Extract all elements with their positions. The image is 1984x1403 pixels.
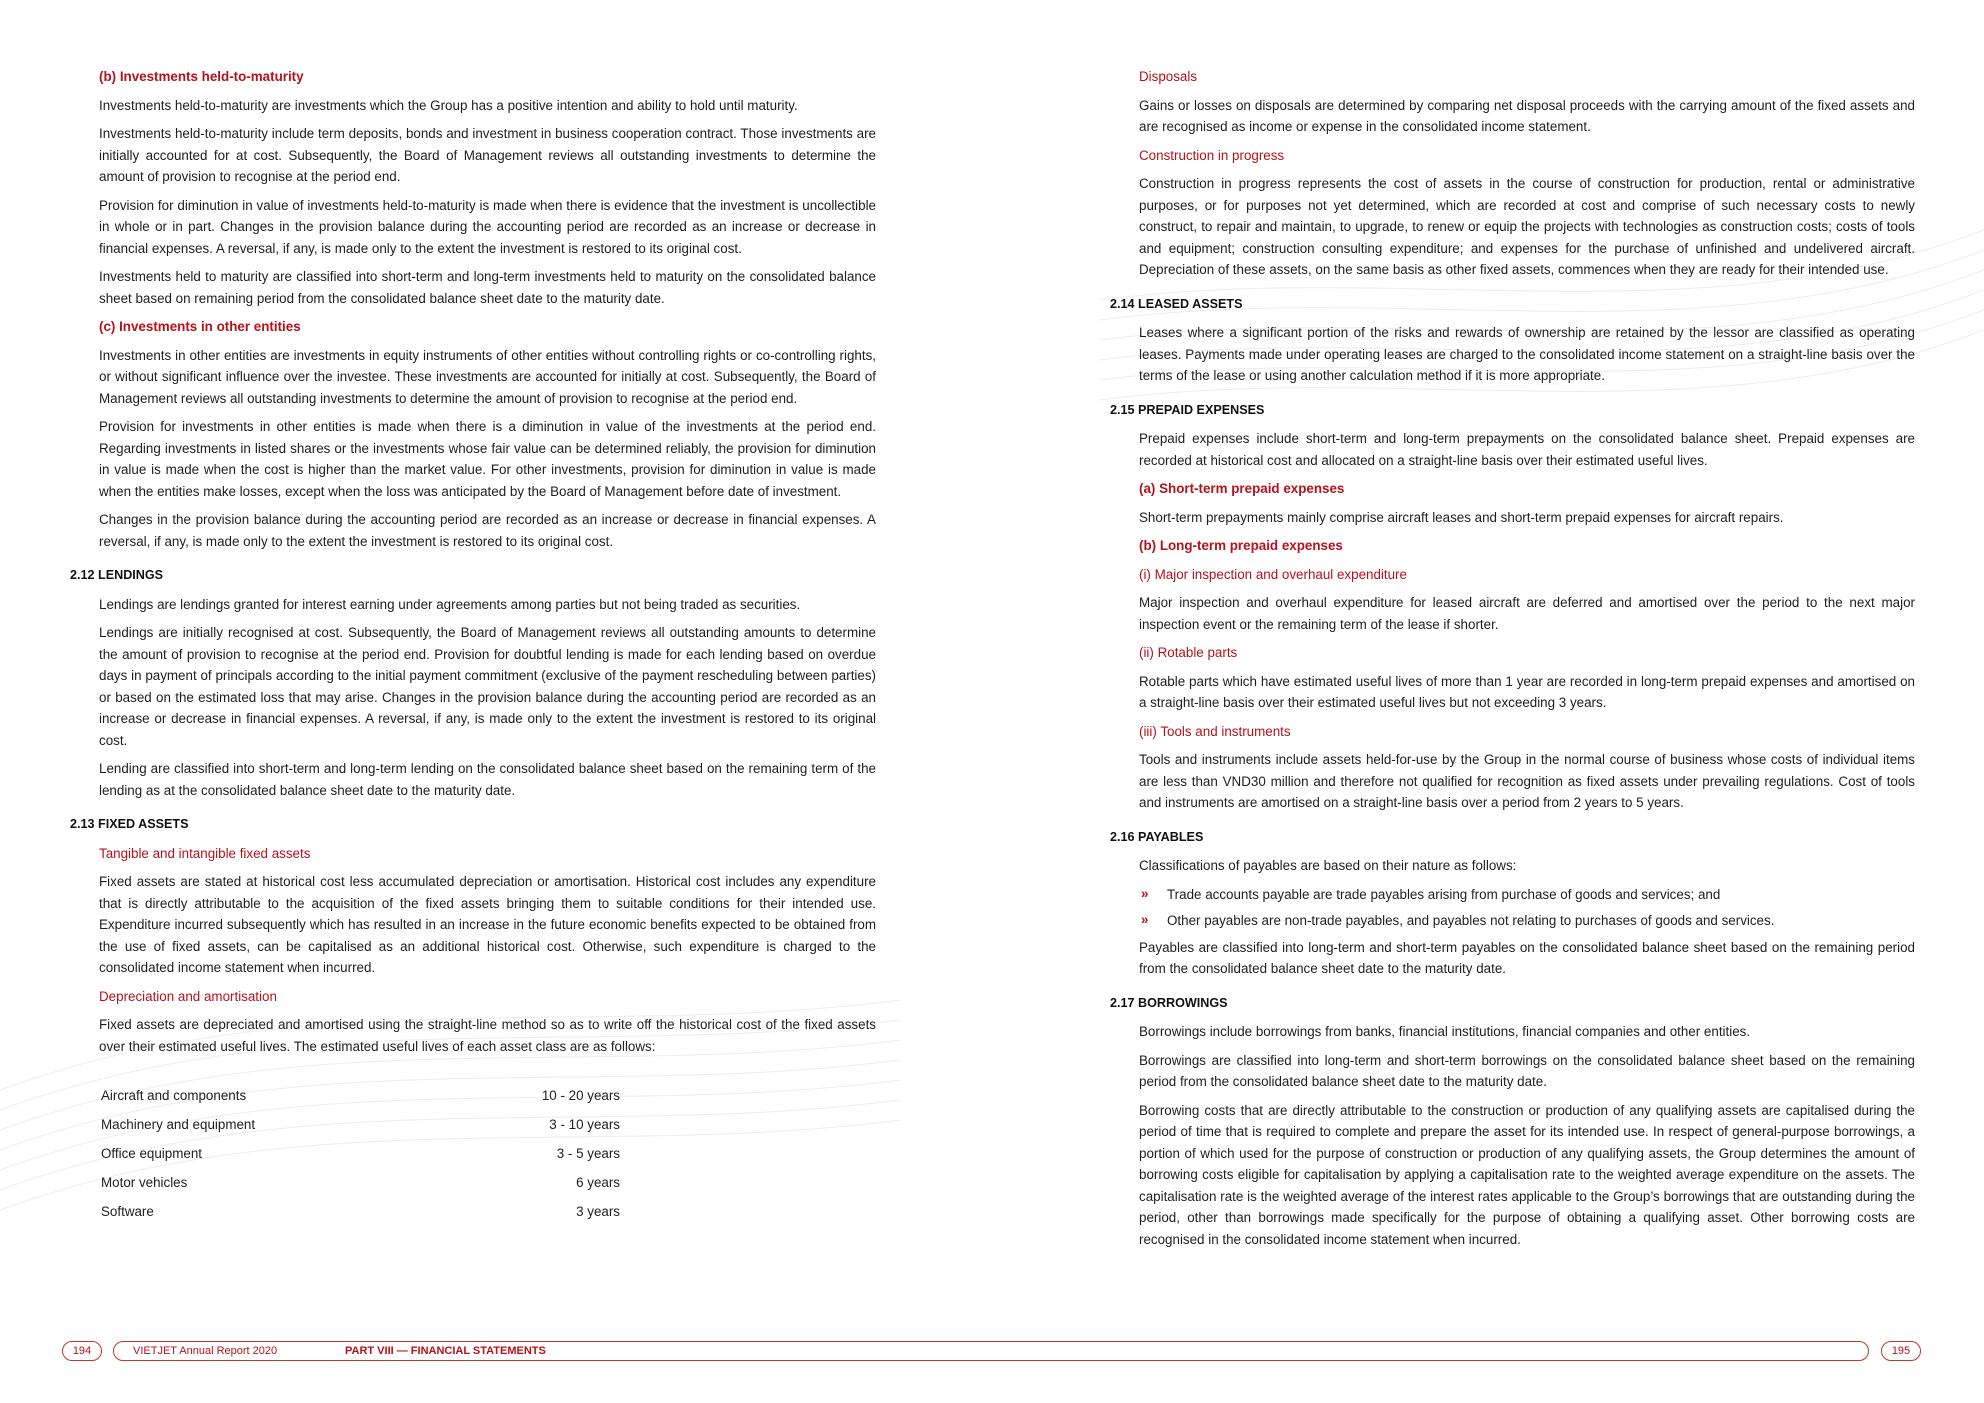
useful-life-cell: 3 - 10 years [549,1116,620,1132]
section-heading-payables: 2.16 PAYABLES [1110,829,1204,844]
footer-report-title: VIETJET Annual Report 2020 [133,1345,278,1357]
paragraph: Construction in progress represents the cost of assets in the course of construction for production, rental or administrative purposes, or for purposes not yet determined, which are recorded at cost and comprise of such necessary costs to newly construct, to repair and maintain, to upgrade, to renew or equip the projects with technologies as construction costs; costs of tools and equipment; construction consulting expenditure; and expenses for the purchase of unfinished and undelivered aircraft. Depreciation of these assets, on the same basis as other fixed assets, commences when they are ready for their intended use. [1139,176,1915,277]
footer-bar [113,1341,1869,1361]
section-heading-prepaid-expenses: 2.15 PREPAID EXPENSES [1110,402,1265,417]
paragraph: Classifications of payables are based on their nature as follows: [1139,858,1517,873]
section-heading-leased-assets: 2.14 LEASED ASSETS [1110,296,1243,311]
paragraph: Major inspection and overhaul expenditure for leased aircraft are deferred and amortised over the period to the next major inspection event or the remaining term of the lease if shorter. [1139,595,1915,632]
paragraph: Leases where a significant portion of the risks and rewards of ownership are retained by the lessor are classified as operating leases. Payments made under operating leases are charged to the consolidated income statement on a straight-line basis over the terms of the lease or using another calculation method if it is more appropriate. [1139,325,1915,383]
subheading-construction-in-progress: Construction in progress [1139,147,1285,163]
paragraph: Investments in other entities are investments in equity instruments of other entities without controlling rights or co-controlling rights, or without significant influence over the investee. These investments are accounted for initially at cost. Subsequently, the Board of Management reviews all outstanding investments to determine the amount of provision to recognise at the period end. [99,347,876,406]
asset-class-cell: Machinery and equipment [101,1116,256,1132]
paragraph: Borrowings include borrowings from banks, financial institutions, financial companies and other entities. [1139,1024,1751,1039]
paragraph: Investments held-to-maturity are investments which the Group has a positive intention and ability to hold until maturity. [99,97,798,113]
paragraph: Borrowing costs that are directly attributable to the construction or production of any qualifying assets are capitalised during the period of time that is required to complete and prepare the asset for its intended use. In respect of general-purpose borrowings, a portion of which used for the purpose of construction or production of any qualifying assets, the Group determines the amount of borrowing costs eligible for capitalisation by applying a capitalisation rate to the weighted average expenditure on the assets. The capitalisation rate is the weighted average of the interest rates applicable to the Group’s borrowings that are outstanding during the period, other than borrowings made specifically for the purpose of obtaining a qualifying asset. Other borrowing costs are recognised in the consolidated income statement when incurred. [1139,1102,1915,1247]
list-item-text: Other payables are non-trade payables, and payables not relating to purchases of goods and services. [1167,913,1775,928]
list-item [1139,884,1915,906]
paragraph: Lending are classified into short-term and long-term lending on the consolidated balance sheet based on the remaining term of the lending as at the consolidated balance sheet date to the maturity date. [99,761,876,798]
table-row [99,1139,622,1168]
table-row [99,1197,622,1226]
paragraph: Fixed assets are stated at historical cost less accumulated depreciation or amortisation. Historical cost includes any expenditure that is directly attributable to the acquisition of the fixed assets bringing them to suitable conditions for their intended use. Expenditure incurred subsequently which has resulted in an increase in the future economic benefits expected to be obtained from the use of fixed assets, can be capitalised as an additional historical cost. Otherwise, such expenditure is charged to the consolidated income statement when incurred. [99,874,876,975]
paragraph: Investments held-to-maturity include term deposits, bonds and investment in business cooperation contract. Those investments are initially accounted for at cost. Subsequently, the Board of Management reviews all outstanding investments to determine the amount of provision to recognise at the period end. [99,126,876,184]
asset-class-cell: Motor vehicles [101,1174,188,1190]
list-item-text: Trade accounts payable are trade payables arising from purchase of goods and services; and [1167,886,1721,902]
paragraph: Tools and instruments include assets held-for-use by the Group in the normal course of business whose costs of individual items are less than VND30 million and therefore not qualified for recognition as fixed assets under prevailing regulations. Cost of tools and instruments are amortised on a straight-line basis over a period from 2 years to 5 years. [1139,752,1915,810]
chevron-bullet-icon: » [1141,885,1149,901]
left-page-column [70,66,876,1226]
useful-life-cell: 3 - 5 years [556,1145,620,1161]
asset-class-cell: Aircraft and components [101,1087,247,1103]
page-number-left: 194 [62,1341,102,1361]
subheading-major-inspection: (i) Major inspection and overhaul expenditure [1139,566,1407,582]
table-row [99,1081,622,1110]
footer-part-title: PART VIII — FINANCIAL STATEMENTS [345,1345,546,1357]
paragraph: Provision for investments in other entities is made when there is a diminution in value of the investments at the period end. Regarding investments in listed shares or the investments whose fair value can be determined reliably, the provision for diminution in value is made when the cost is higher than the market value. For other investments, provision for diminution in value is made when the entities make losses, except when the loss was anticipated by the Board of Management before date of investment. [99,419,876,499]
section-heading-lendings: 2.12 LENDINGS [70,568,164,582]
subheading-tools-instruments: (iii) Tools and instruments [1139,723,1291,739]
subheading-disposals: Disposals [1139,69,1198,84]
useful-life-cell: 3 years [576,1203,620,1219]
heading-long-term-prepaid: (b) Long-term prepaid expenses [1139,538,1343,553]
asset-class-cell: Office equipment [101,1145,202,1161]
section-heading-fixed-assets: 2.13 FIXED ASSETS [70,817,189,831]
subheading-rotable-parts: (ii) Rotable parts [1139,645,1238,660]
table-row [99,1168,622,1197]
paragraph: Fixed assets are depreciated and amortised using the straight-line method so as to write off the historical cost of the fixed assets over their estimated useful lives. The estimated useful lives of each asset class are as follows: [99,1017,876,1054]
paragraph: Prepaid expenses include short-term and long-term prepayments on the consolidated balance sheet. Prepaid expenses are recorded at historical cost and allocated on a straight-line basis over their estimated useful lives. [1139,431,1915,468]
paragraph: Provision for diminution in value of investments held-to-maturity is made when there is evidence that the investment is uncollectible in whole or in part. Changes in the provision balance during the accounting period are recorded as an increase or decrease in financial expenses. A reversal, if any, is made only to the extent the investment is restored to its original cost. [99,197,876,256]
subheading-depreciation: Depreciation and amortisation [99,988,277,1004]
useful-lives-table [99,1081,622,1226]
paragraph: Short-term prepayments mainly comprise aircraft leases and short-term prepaid expenses for aircraft repairs. [1139,509,1784,525]
section-heading-borrowings: 2.17 BORROWINGS [1110,995,1228,1010]
useful-life-cell: 6 years [576,1174,620,1190]
page-number-right: 195 [1881,1341,1921,1361]
paragraph: Investments held to maturity are classified into short-term and long-term investments held to maturity on the consolidated balance sheet based on remaining period from the consolidated balance sheet date to the maturity date. [99,269,876,306]
paragraph: Payables are classified into long-term and short-term payables on the consolidated balance sheet based on the remaining period from the consolidated balance sheet date to the maturity date. [1139,939,1915,976]
right-page-column [1110,66,1915,1257]
asset-class-cell: Software [101,1203,154,1219]
paragraph: Lendings are lendings granted for interest earning under agreements among parties but not being traded as securities. [99,596,801,612]
heading-short-term-prepaid: (a) Short-term prepaid expenses [1139,481,1345,496]
table-row [99,1110,622,1139]
chevron-bullet-icon: » [1141,912,1149,927]
useful-life-cell: 10 - 20 years [541,1087,620,1103]
paragraph: Rotable parts which have estimated useful lives of more than 1 year are recorded in long-term prepaid expenses and amortised on a straight-line basis over their estimated useful lives but not exceeding 3 years. [1139,673,1915,710]
paragraph: Borrowings are classified into long-term and short-term borrowings on the consolidated balance sheet based on the remaining period from the consolidated balance sheet date to the maturity date. [1139,1052,1915,1089]
list-item [1139,910,1915,932]
paragraph: Lendings are initially recognised at cost. Subsequently, the Board of Management reviews all outstanding amounts to determine the amount of provision to recognise at the period end. Provision for doubtful lending is made for each lending based on overdue days in payment of principals according to the initial payment commitment (exclusive of the payment rescheduling between parties) or based on the estimated loss that may arise. Changes in the provision balance during the accounting period are recorded as an increase or decrease in financial expenses. A reversal, if any, is made only to the extent the investment is restored to its original cost. [99,625,876,748]
heading-investments-other-entities: (c) Investments in other entities [99,319,301,334]
paragraph: Gains or losses on disposals are determined by comparing net disposal proceeds with the carrying amount of the fixed assets and are recognised as income or expense in the consolidated income statement. [1139,97,1915,134]
paragraph: Changes in the provision balance during the accounting period are recorded as an increase or decrease in financial expenses. A reversal, if any, is made only to the extent the investment is restored to its original cost. [99,512,876,549]
subheading-tangible-intangible: Tangible and intangible fixed assets [99,845,311,861]
payables-bullet-list [1139,884,1915,932]
heading-investments-held-to-maturity: (b) Investments held-to-maturity [99,69,304,84]
